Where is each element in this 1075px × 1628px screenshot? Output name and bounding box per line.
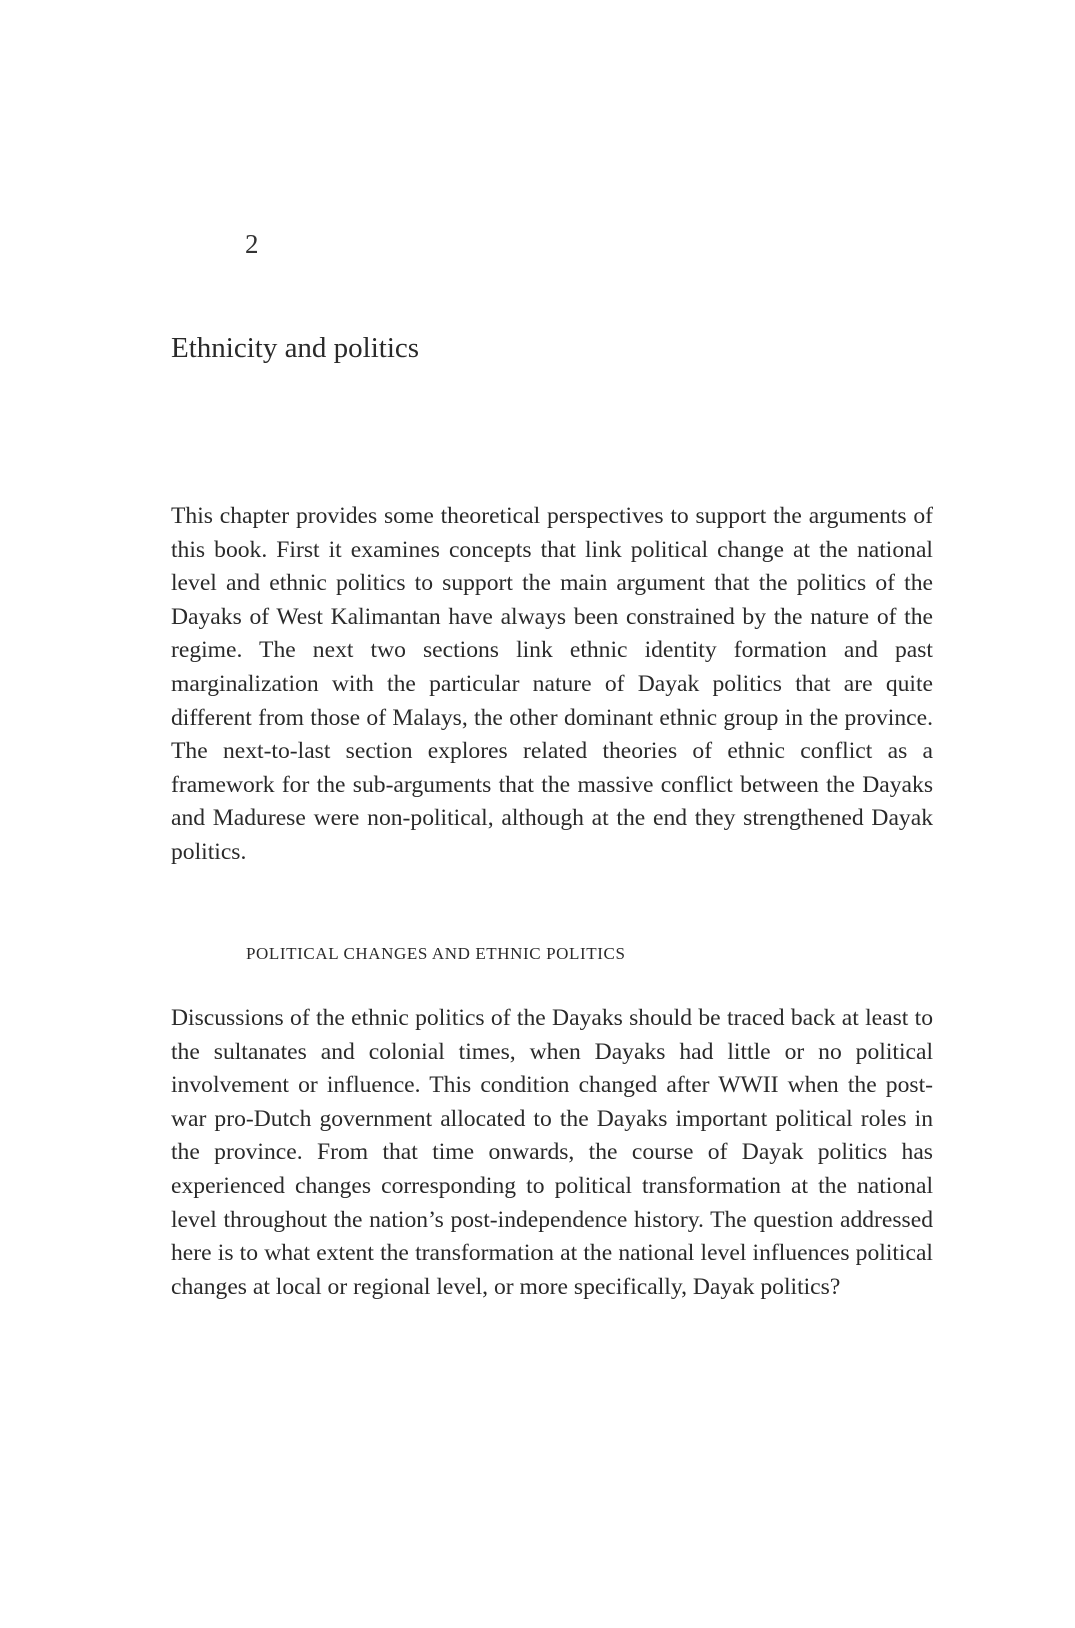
- chapter-number: 2: [245, 229, 259, 259]
- chapter-title: Ethnicity and politics: [171, 332, 420, 364]
- intro-paragraph: This chapter provides some theoretical perspectives to support the arguments of this book. First it examines concepts that link political change at the national level and ethnic politics to support the main argument that the politics of the Dayaks of West Kalimantan have always been constrained by the nature of the regime. The next two sections link ethnic identity formation and past marginalization with the particular nature of Dayak politics that are quite different from those of Malays, the other dominant ethnic group in the province. The next-to-last section explores related theories of ethnic conflict as a framework for the sub-arguments that the massive conflict between the Dayaks and Madurese were non-political, although at the end they strengthened Dayak politics.: [171, 503, 933, 865]
- section-heading: POLITICAL CHANGES AND ETHNIC POLITICS: [246, 944, 626, 963]
- section-paragraph: Discussions of the ethnic politics of the Dayaks should be traced back at least to the sultanates and colonial times, when Dayaks had little or no political involvement or influence. This condition changed after WWII when the post-war pro-Dutch government allocated to the Dayaks important political roles in the province. From that time onwards, the course of Dayak politics has experienced changes corresponding to political transformation at the national level throughout the nation’s post-independence history. The question addressed here is to what extent the transformation at the national level influences political changes at local or regional level, or more specifically, Dayak politics?: [171, 1005, 933, 1300]
